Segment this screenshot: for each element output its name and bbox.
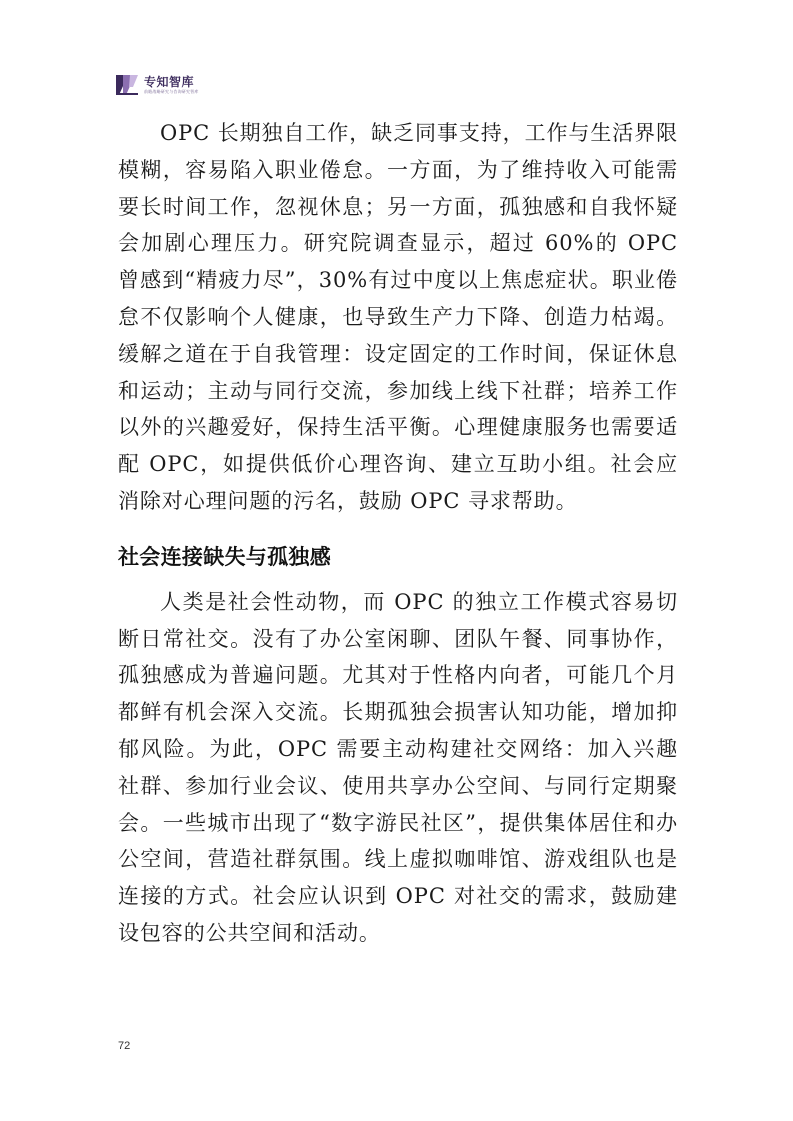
logo-title: 专知智库: [144, 75, 195, 89]
logo-text: [144, 75, 199, 95]
page-content: [118, 115, 678, 952]
body-paragraph: 人类是社会性动物，而 OPC 的独立工作模式容易切断日常社交。没有了办公室闲聊、团队午餐、同事协作，孤独感成为普遍问题。尤其对于性格内向者，可能几个月都鲜有机会深入交流。长期孤独会损害认知功能，增加抑郁风险。为此，OPC 需要主动构建社交网络：加入兴趣社群、参加行业会议、使用共享办公空间、与同行定期聚会。一些城市出现了“数字游民社区”，提供集体居住和办公空间，营造社群氛围。线上虚拟咖啡馆、游戏组队也是连接的方式。社会应认识到 OPC 对社交的需求，鼓励建设包容的公共空间和活动。: [118, 589, 678, 945]
body-paragraph: OPC 长期独自工作，缺乏同事支持，工作与生活界限模糊，容易陷入职业倦怠。一方面，为了维持收入可能需要长时间工作，忽视休息；另一方面，孤独感和自我怀疑会加剧心理压力。研究院调查显示，超过 60%的 OPC 曾感到“精疲力尽”，30%有过中度以上焦虑症状。职业倦怠不仅影响个人健康，也导致生产力下降、创造力枯竭。缓解之道在于自我管理：设定固定的工作时间，保证休息和运动；主动与同行交流，参加线上线下社群；培养工作以外的兴趣爱好，保持生活平衡。心理健康服务也需要适配 OPC，如提供低价心理咨询、建立互助小组。社会应消除对心理问题的污名，鼓励 OPC 寻求帮助。: [118, 121, 678, 513]
logo-subtitle: 前瞻战略研究与咨询研究智库: [144, 89, 199, 94]
section-heading: 社会连接缺失与孤独感: [118, 544, 331, 569]
page-header: [114, 70, 199, 100]
zhuanzhi-logo-icon: [114, 72, 140, 98]
page-number: 72: [118, 1040, 131, 1052]
